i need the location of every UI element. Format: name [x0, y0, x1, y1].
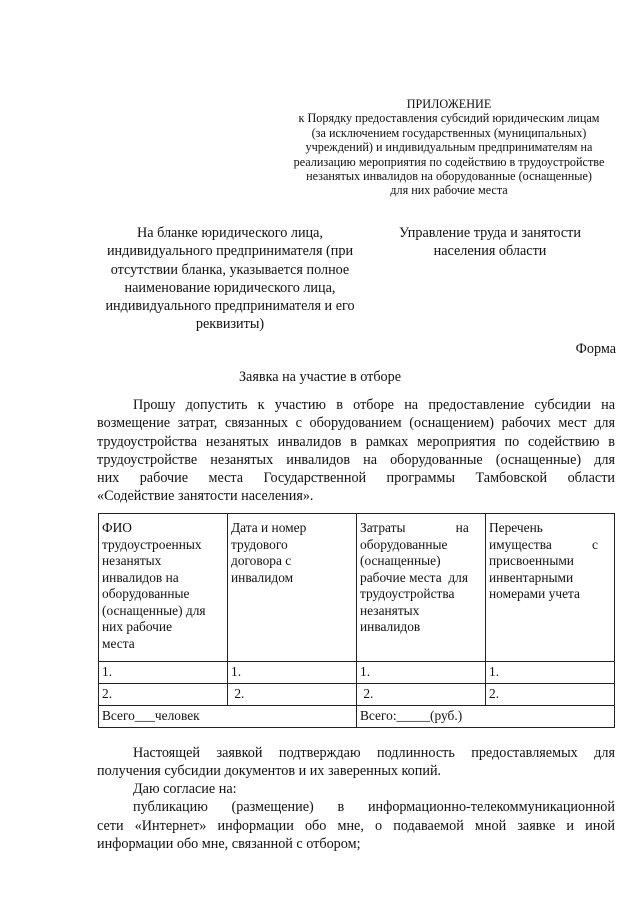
paragraph-line: получения субсидии документов и их заверенных копий. — [97, 763, 442, 780]
appendix-line: для них рабочие места — [390, 183, 508, 198]
table-cell: 2. — [357, 684, 486, 706]
header-line: трудового — [231, 536, 288, 552]
table-row — [99, 684, 615, 706]
paragraph-line: Прошу допустить к участию в отборе на предоставление субсидии на — [133, 397, 615, 413]
header-line: номерами учета — [489, 586, 580, 601]
header-line: Перечень — [489, 520, 543, 535]
header-line: места — [102, 635, 135, 651]
paragraph-line: трудоустройстве незанятых инвалидов на оборудованные (оснащенные) для — [97, 451, 615, 468]
document-title: Заявка на участие в отборе — [238, 369, 402, 385]
letterhead-line: отсутствии бланка, указывается полное — [110, 261, 350, 278]
table-header-row — [99, 514, 615, 662]
letterhead-line: На бланке юридического лица, — [137, 225, 323, 241]
header-cell-costs — [357, 514, 486, 662]
header-line: оборудованные — [102, 586, 190, 601]
header-line: оборудованные — [360, 536, 448, 552]
appendix-heading: ПРИЛОЖЕНИЕ — [406, 97, 492, 111]
header-line: имущества с — [489, 536, 598, 552]
consent-paragraph — [97, 780, 615, 853]
letterhead-line: наименование юридического лица, — [124, 279, 336, 296]
appendix-line: (за исключением государственных (муниципальных) — [311, 125, 587, 140]
appendix-line: учреждений) и индивидуальным предпринимателям на — [305, 140, 593, 155]
header-cell-contract — [228, 514, 357, 662]
table-row — [99, 662, 615, 684]
header-line: присвоенными — [489, 553, 574, 568]
header-line: инвентарными — [489, 569, 574, 585]
letterhead-line: индивидуального предпринимателя (при — [106, 243, 354, 260]
paragraph-line: Настоящей заявкой подтверждаю подлинность предоставляемых для — [133, 745, 615, 761]
header-line: трудоустроенных — [102, 536, 202, 552]
paragraph-line: «Содействие занятости населения». — [97, 488, 314, 505]
confirmation-paragraph — [97, 744, 615, 781]
header-line: них рабочие — [102, 619, 173, 634]
paragraph-line: сети «Интернет» информации обо мне, о подаваемой мной заявке и иной — [97, 817, 615, 834]
paragraph-line: возмещение затрат, связанных с оборудованием (оснащением) рабочих мест для — [97, 415, 615, 432]
table-cell: 2. — [486, 684, 615, 706]
header-line: Затраты на — [360, 520, 469, 535]
table-cell: 1. — [99, 662, 228, 684]
paragraph-line: них рабочие места Государственной программы Тамбовской области — [97, 470, 615, 487]
appendix-line: реализацию мероприятия по содействию в трудоустройстве — [293, 154, 605, 169]
appendix-header — [276, 97, 622, 198]
appendix-line: к Порядку предоставления субсидий юридическим лицам — [298, 111, 600, 126]
total-people-cell: Всего___человек — [99, 706, 357, 728]
paragraph-line: информации обо мне, связанной с отбором; — [97, 835, 361, 852]
header-line: (оснащенные) для — [102, 602, 206, 618]
header-line: Дата и номер — [231, 520, 307, 535]
letterhead-line: реквизиты) — [195, 316, 265, 333]
addressee — [380, 224, 600, 261]
total-cost-cell: Всего:_____(руб.) — [357, 706, 615, 728]
table-cell: 1. — [228, 662, 357, 684]
request-paragraph — [97, 396, 615, 506]
paragraph-line: трудоустройства незанятых инвалидов в рамках мероприятия по содействию в — [97, 433, 615, 450]
table-totals-row — [99, 706, 615, 728]
table-cell: 2. — [99, 684, 228, 706]
workers-table — [98, 513, 615, 728]
header-line: незанятых — [360, 602, 420, 618]
letterhead-note — [95, 224, 365, 334]
header-line: (оснащенные) — [360, 553, 441, 568]
header-line: трудоустройства — [360, 586, 455, 601]
addressee-line: Управление труда и занятости — [399, 225, 581, 241]
consent-heading: Даю согласие на: — [133, 781, 237, 797]
header-line: незанятых — [102, 553, 162, 568]
header-line: инвалидом — [231, 569, 294, 585]
header-cell-fio — [99, 514, 228, 662]
addressee-line: населения области — [433, 243, 547, 260]
header-line: договора с — [231, 553, 292, 568]
header-line: ФИО — [102, 520, 132, 535]
table-cell: 2. — [228, 684, 357, 706]
table-cell: 1. — [357, 662, 486, 684]
table-cell: 1. — [486, 662, 615, 684]
header-line: рабочие места для — [360, 569, 468, 585]
header-line: инвалидов на — [102, 569, 179, 585]
paragraph-line: публикацию (размещение) в информационно-телекоммуникационной — [133, 799, 615, 816]
letterhead-line: индивидуального предпринимателя и его — [105, 298, 355, 315]
form-label: Форма — [575, 341, 616, 357]
header-cell-property — [486, 514, 615, 662]
header-line: инвалидов — [360, 619, 421, 634]
appendix-line: незанятых инвалидов на оборудованные (оснащенные) — [306, 169, 592, 184]
